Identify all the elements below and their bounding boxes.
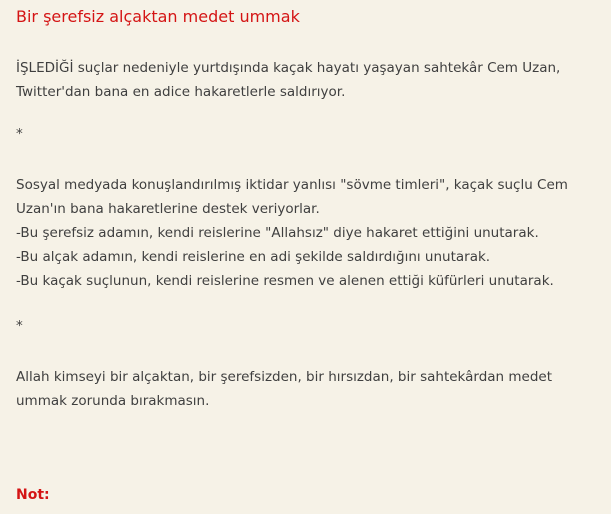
paragraph-social-media-line-1: Sosyal medyada konuşlandırılmış iktidar yanlısı "sövme timleri", kaçak suçlu Cem: [16, 177, 568, 193]
paragraph-social-media-line-2: Uzan'ın bana hakaretlerine destek veriyorlar.: [16, 201, 320, 217]
paragraph-closing-line-2: ummak zorunda bırakmasın.: [16, 393, 210, 409]
note-label: Not:: [16, 487, 50, 503]
paragraph-intro-line-1: İŞLEDİĞİ suçlar nedeniyle yurtdışında kaçak hayatı yaşayan sahtekâr Cem Uzan,: [16, 60, 561, 76]
separator-asterisk-2: *: [16, 318, 23, 334]
paragraph-intro: [16, 56, 601, 104]
paragraph-intro-line-2: Twitter'dan bana en adice hakaretlerle saldırıyor.: [16, 84, 346, 100]
paragraph-social-media-line-3: -Bu şerefsiz adamın, kendi reislerine "Allahsız" diye hakaret ettiğini unutarak.: [16, 225, 539, 241]
paragraph-social-media-line-4: -Bu alçak adamın, kendi reislerine en adi şekilde saldırdığını unutarak.: [16, 249, 491, 265]
paragraph-social-media: [16, 173, 601, 293]
paragraph-closing-line-1: Allah kimseyi bir alçaktan, bir şerefsizden, bir hırsızdan, bir sahtekârdan medet: [16, 369, 553, 385]
separator-asterisk: *: [16, 126, 23, 142]
paragraph-closing: [16, 365, 601, 413]
article-title: Bir şerefsiz alçaktan medet ummak: [16, 7, 300, 26]
paragraph-social-media-line-5: -Bu kaçak suçlunun, kendi reislerine resmen ve alenen ettiği küfürleri unutarak.: [16, 273, 554, 289]
